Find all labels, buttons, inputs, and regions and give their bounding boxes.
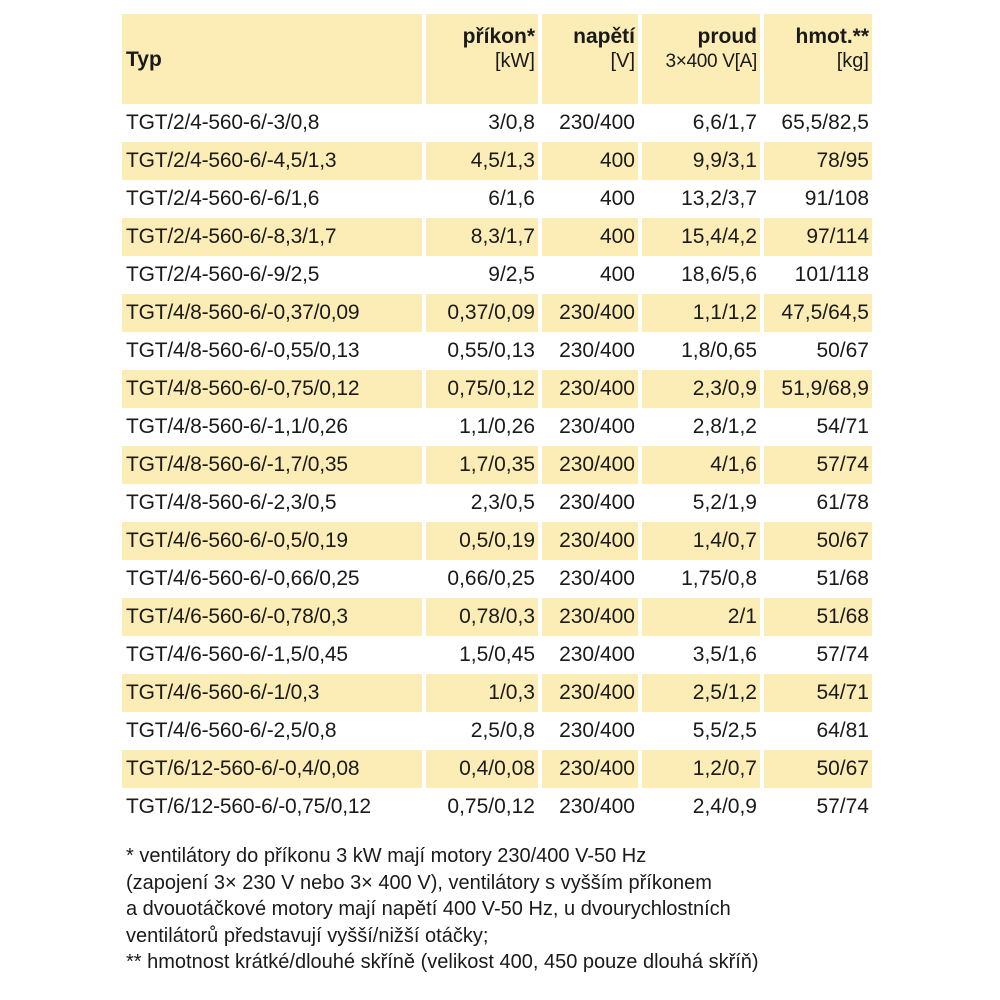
cell-prikon: 0,75/0,12	[447, 795, 535, 818]
cell-prikon: 2,5/0,8	[470, 719, 535, 742]
cell-prikon: 0,55/0,13	[447, 339, 535, 362]
cell-napeti: 230/400	[542, 522, 638, 560]
cell-hmot: 101/118	[794, 263, 869, 286]
cell-hmot: 57/74	[816, 643, 869, 666]
cell-proud: 1,8/0,65	[681, 339, 757, 362]
cell-typ: TGT/2/4-560-6/-3/0,8	[126, 111, 320, 134]
table-row	[122, 104, 872, 142]
cell-typ: TGT/4/6-560-6/-2,5/0,8	[126, 719, 337, 742]
cell-proud: 2,5/1,2	[642, 674, 760, 712]
cell-prikon: 0,75/0,12	[426, 370, 538, 408]
cell-prikon: 0,5/0,19	[426, 522, 538, 560]
table-row	[122, 674, 872, 712]
cell-napeti: 400	[599, 187, 635, 210]
footnote-line: * ventilátory do příkonu 3 kW mají motory 230/400 V-50 Hz	[126, 845, 647, 867]
table-row	[122, 370, 872, 408]
cell-hmot: 47,5/64,5	[764, 294, 872, 332]
cell-proud: 13,2/3,7	[681, 187, 757, 210]
cell-prikon: 0,4/0,08	[426, 750, 538, 788]
table-row	[122, 142, 872, 180]
header-napeti	[542, 14, 638, 104]
cell-napeti: 230/400	[559, 415, 635, 438]
header-proud-label: proud	[697, 25, 757, 48]
cell-proud: 4/1,6	[642, 446, 760, 484]
header-prikon	[426, 14, 538, 104]
cell-hmot: 54/71	[816, 415, 869, 438]
cell-prikon: 0,37/0,09	[426, 294, 538, 332]
header-prikon-label: příkon*	[462, 25, 535, 48]
cell-proud: 2,8/1,2	[692, 415, 757, 438]
cell-napeti: 230/400	[542, 750, 638, 788]
cell-typ: TGT/6/12-560-6/-0,75/0,12	[126, 795, 371, 818]
cell-prikon: 6/1,6	[488, 187, 535, 210]
cell-hmot: 57/74	[764, 446, 872, 484]
cell-hmot: 51/68	[816, 567, 869, 590]
table-row	[122, 712, 872, 750]
table-row	[122, 294, 872, 332]
cell-hmot: 65,5/82,5	[781, 111, 869, 134]
cell-napeti: 400	[542, 142, 638, 180]
table-row	[122, 560, 872, 598]
cell-napeti: 230/400	[559, 643, 635, 666]
cell-typ: TGT/4/6-560-6/-0,5/0,19	[122, 522, 422, 560]
cell-napeti: 230/400	[559, 795, 635, 818]
header-hmot	[764, 14, 872, 104]
header-proud-unit: 3×400 V[A]	[665, 51, 757, 72]
footnote-line: (zapojení 3× 230 V nebo 3× 400 V), ventilátory s vyšším příkonem	[126, 871, 712, 894]
cell-hmot: 50/67	[816, 339, 869, 362]
cell-proud: 18,6/5,6	[681, 263, 757, 286]
footnote-line: a dvouotáčkové motory mají napětí 400 V-50 Hz, u dvourychlostních	[126, 898, 731, 920]
cell-proud: 3,5/1,6	[692, 643, 757, 666]
cell-proud: 2,3/0,9	[642, 370, 760, 408]
cell-proud: 5,2/1,9	[692, 491, 757, 514]
header-hmot-label: hmot.**	[795, 25, 869, 48]
cell-prikon: 1,7/0,35	[426, 446, 538, 484]
header-proud	[642, 14, 760, 104]
cell-proud: 2,4/0,9	[692, 795, 757, 818]
cell-typ: TGT/2/4-560-6/-4,5/1,3	[122, 142, 422, 180]
cell-hmot: 64/81	[816, 719, 869, 742]
table-row	[122, 484, 872, 522]
cell-napeti: 230/400	[559, 339, 635, 362]
cell-prikon: 8,3/1,7	[426, 218, 538, 256]
table-row	[122, 408, 872, 446]
cell-prikon: 1,1/0,26	[459, 415, 535, 438]
footnote-line: ** hmotnost krátké/dlouhé skříně (velikost 400, 450 pouze dlouhá skříň)	[126, 951, 759, 973]
cell-napeti: 230/400	[559, 567, 635, 590]
footnotes	[126, 843, 986, 976]
cell-hmot: 50/67	[764, 522, 872, 560]
cell-hmot: 57/74	[816, 795, 869, 818]
footnote-line: ventilátorů představují vyšší/nižší otáčky;	[126, 924, 489, 947]
header-prikon-unit: [kW]	[495, 50, 535, 72]
header-row	[122, 14, 872, 104]
cell-typ: TGT/4/8-560-6/-0,37/0,09	[122, 294, 422, 332]
cell-proud: 1,2/0,7	[642, 750, 760, 788]
header-napeti-label: napětí	[573, 25, 635, 48]
cell-napeti: 230/400	[559, 111, 635, 134]
cell-hmot: 54/71	[764, 674, 872, 712]
table-row	[122, 256, 872, 294]
cell-typ: TGT/4/8-560-6/-1,7/0,35	[122, 446, 422, 484]
cell-prikon: 0,66/0,25	[447, 567, 535, 590]
cell-prikon: 0,78/0,3	[426, 598, 538, 636]
table-body	[122, 104, 872, 826]
table-row	[122, 750, 872, 788]
table-row	[122, 332, 872, 370]
cell-hmot: 50/67	[764, 750, 872, 788]
header-typ	[122, 14, 422, 104]
cell-typ: TGT/4/6-560-6/-0,66/0,25	[126, 567, 360, 590]
cell-typ: TGT/2/4-560-6/-6/1,6	[126, 187, 320, 210]
cell-proud: 9,9/3,1	[642, 142, 760, 180]
cell-prikon: 4,5/1,3	[426, 142, 538, 180]
cell-hmot: 61/78	[816, 491, 869, 514]
header-napeti-unit: [V]	[610, 50, 635, 72]
cell-typ: TGT/4/6-560-6/-1/0,3	[122, 674, 422, 712]
cell-prikon: 9/2,5	[488, 263, 535, 286]
table-row	[122, 636, 872, 674]
cell-napeti: 230/400	[542, 674, 638, 712]
table-row	[122, 598, 872, 636]
cell-napeti: 400	[542, 218, 638, 256]
cell-typ: TGT/4/6-560-6/-0,78/0,3	[122, 598, 422, 636]
cell-prikon: 1/0,3	[426, 674, 538, 712]
cell-proud: 6,6/1,7	[692, 111, 757, 134]
cell-prikon: 2,3/0,5	[470, 491, 535, 514]
cell-napeti: 230/400	[542, 370, 638, 408]
table-row	[122, 180, 872, 218]
cell-proud: 1,75/0,8	[681, 567, 757, 590]
cell-typ: TGT/2/4-560-6/-8,3/1,7	[122, 218, 422, 256]
cell-napeti: 230/400	[559, 719, 635, 742]
cell-typ: TGT/2/4-560-6/-9/2,5	[126, 263, 320, 286]
cell-typ: TGT/4/8-560-6/-2,3/0,5	[126, 491, 337, 514]
fan-spec-table-wrapper	[122, 14, 868, 826]
cell-napeti: 400	[599, 263, 635, 286]
fan-spec-table	[118, 14, 876, 826]
cell-napeti: 230/400	[542, 446, 638, 484]
table-row	[122, 788, 872, 826]
cell-proud: 2/1	[642, 598, 760, 636]
table-row	[122, 446, 872, 484]
cell-napeti: 230/400	[542, 598, 638, 636]
table-header	[122, 14, 872, 104]
cell-typ: TGT/4/8-560-6/-1,1/0,26	[126, 415, 348, 438]
cell-typ: TGT/4/6-560-6/-1,5/0,45	[126, 643, 348, 666]
cell-prikon: 1,5/0,45	[459, 643, 535, 666]
cell-napeti: 230/400	[542, 294, 638, 332]
cell-hmot: 97/114	[764, 218, 872, 256]
table-row	[122, 522, 872, 560]
cell-typ: TGT/6/12-560-6/-0,4/0,08	[122, 750, 422, 788]
cell-hmot: 51,9/68,9	[764, 370, 872, 408]
cell-proud: 5,5/2,5	[692, 719, 757, 742]
header-hmot-unit: [kg]	[836, 50, 869, 72]
cell-hmot: 78/95	[764, 142, 872, 180]
cell-napeti: 230/400	[559, 491, 635, 514]
cell-typ: TGT/4/8-560-6/-0,75/0,12	[122, 370, 422, 408]
cell-proud: 1,4/0,7	[642, 522, 760, 560]
table-row	[122, 218, 872, 256]
cell-prikon: 3/0,8	[488, 111, 535, 134]
cell-hmot: 91/108	[804, 187, 869, 210]
cell-proud: 1,1/1,2	[642, 294, 760, 332]
cell-typ: TGT/4/8-560-6/-0,55/0,13	[126, 339, 360, 362]
header-typ-label: Typ	[126, 47, 162, 71]
cell-proud: 15,4/4,2	[642, 218, 760, 256]
cell-hmot: 51/68	[764, 598, 872, 636]
